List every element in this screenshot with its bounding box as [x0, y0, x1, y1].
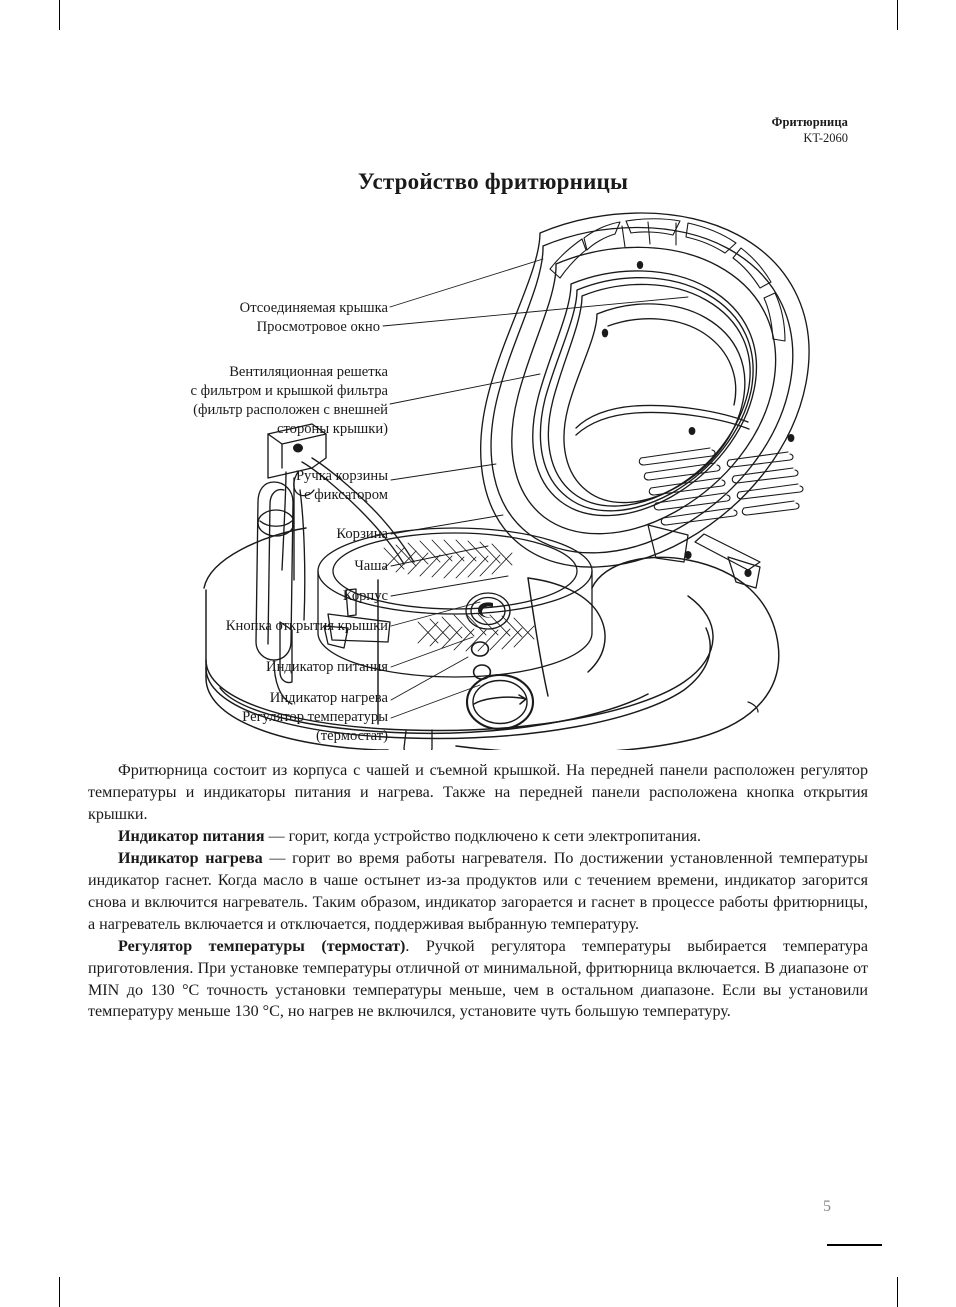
leader-viewing-window [383, 297, 688, 326]
crop-mark-bottom-left [59, 1277, 60, 1307]
callout-housing: Корпус [342, 588, 388, 604]
paragraph-overview-text: Фритюрница состоит из корпуса с чашей и съемной крышкой. На передней панели расположен регулятор температуры и индикаторы питания и нагрева. Также на передней панели расположена кнопка открытия крышки. [88, 762, 868, 823]
leader-basket-handle [391, 464, 496, 480]
callout-basket-handle-l1: Ручка корзины [295, 468, 388, 484]
paragraph-heating-indicator [88, 848, 868, 936]
paragraph-power-indicator [88, 826, 868, 848]
fryer-lid [481, 213, 809, 588]
crop-mark-top-right [897, 0, 898, 30]
callout-viewing-window: Просмотровое окно [256, 319, 380, 335]
paragraph-heating-indicator-text: — горит во время работы нагревателя. По достижении установленной температуры индикатор гаснет. Когда масло в чаше остынет из-за продуктов или с течением времени, индикатор загорится снова и включится нагреватель. Таким образом, индикатор загорается и гаснет в процессе работы фритюрницы, а нагреватель включается и отключается, поддерживая выбранную температуру. [88, 849, 868, 933]
paragraph-heating-indicator-lead: Индикатор нагрева [118, 849, 263, 867]
crop-mark-bottom-right [897, 1277, 898, 1307]
thermostat-knob [467, 675, 533, 729]
callout-vent-grille-l1: Вентиляционная решетка [229, 364, 388, 380]
callout-labels [191, 300, 389, 744]
basket-mesh [384, 540, 534, 651]
lid-inner-shelf-front-2 [576, 412, 749, 435]
leader-lines [383, 259, 688, 718]
housing-panel-right-edge [528, 578, 548, 696]
body-text [88, 760, 868, 1023]
leader-power-indicator [391, 637, 473, 667]
viewing-window-opening [564, 304, 745, 503]
paragraph-overview [88, 760, 868, 826]
running-head [772, 114, 848, 146]
page-number: 5 [823, 1198, 831, 1215]
leader-basket [391, 515, 503, 534]
handle-latch-pin [293, 444, 303, 453]
handle-shaft [282, 472, 286, 570]
running-head-title: Фритюрница [771, 115, 848, 129]
viewing-window-highlight [608, 319, 736, 405]
running-head-model: KT-2060 [803, 131, 848, 145]
crop-rule-bottom-right [827, 1244, 882, 1246]
paragraph-thermostat-text: . Ручкой регулятора температуры выбирается температура приготовления. При установке температуры отличной от минимальной, фритюрница включается. В диапазоне от MIN до 130 °C точность установки температуры меньше, чем в остальном диапазоне. Если вы установили температуру меньше 130 °C, но нагрев не включился, установите чуть большую температуру. [88, 937, 868, 1021]
paragraph-power-indicator-text: — горит, когда устройство подключено к сети электропитания. [264, 827, 702, 845]
vent-grille-slots [639, 448, 803, 525]
figure-deep-fryer [88, 190, 868, 750]
housing-left-top [204, 528, 306, 588]
callout-vent-grille-l2: с фильтром и крышкой фильтра [190, 383, 388, 399]
callout-bowl: Чаша [354, 558, 388, 574]
lid-hinge [648, 525, 760, 588]
housing-right-body [456, 557, 779, 750]
crop-mark-top-left [59, 0, 60, 30]
lid-inner-shelf-front [576, 405, 748, 428]
callout-basket-handle-l2: с фиксатором [304, 487, 388, 503]
callout-thermostat-l1: Регулятор температуры [242, 709, 388, 725]
callout-power-indicator: Индикатор питания [266, 659, 388, 675]
callout-heating-indicator: Индикатор нагрева [269, 690, 388, 706]
lid-outer-shell-inner-edge [491, 227, 793, 552]
page-title: Устройство фритюрницы [357, 169, 629, 195]
paragraph-thermostat-lead: Регулятор температуры (термостат) [118, 937, 406, 955]
leader-detachable-lid [390, 259, 543, 307]
callout-lid-release-button: Кнопка открытия крышки [225, 618, 388, 634]
thermostat-pointer [474, 695, 526, 704]
callout-basket: Корзина [336, 526, 388, 542]
paragraph-thermostat [88, 936, 868, 1024]
callout-vent-grille-l4: стороны крышки) [276, 421, 388, 437]
callout-detachable-lid: Отсоединяемая крышка [239, 300, 388, 316]
paragraph-power-indicator-lead: Индикатор питания [118, 827, 265, 845]
callout-vent-grille-l3: (фильтр расположен с внешней [193, 402, 388, 418]
handle-finger-line [260, 521, 292, 526]
callout-thermostat-l2: (термостат) [315, 728, 388, 744]
